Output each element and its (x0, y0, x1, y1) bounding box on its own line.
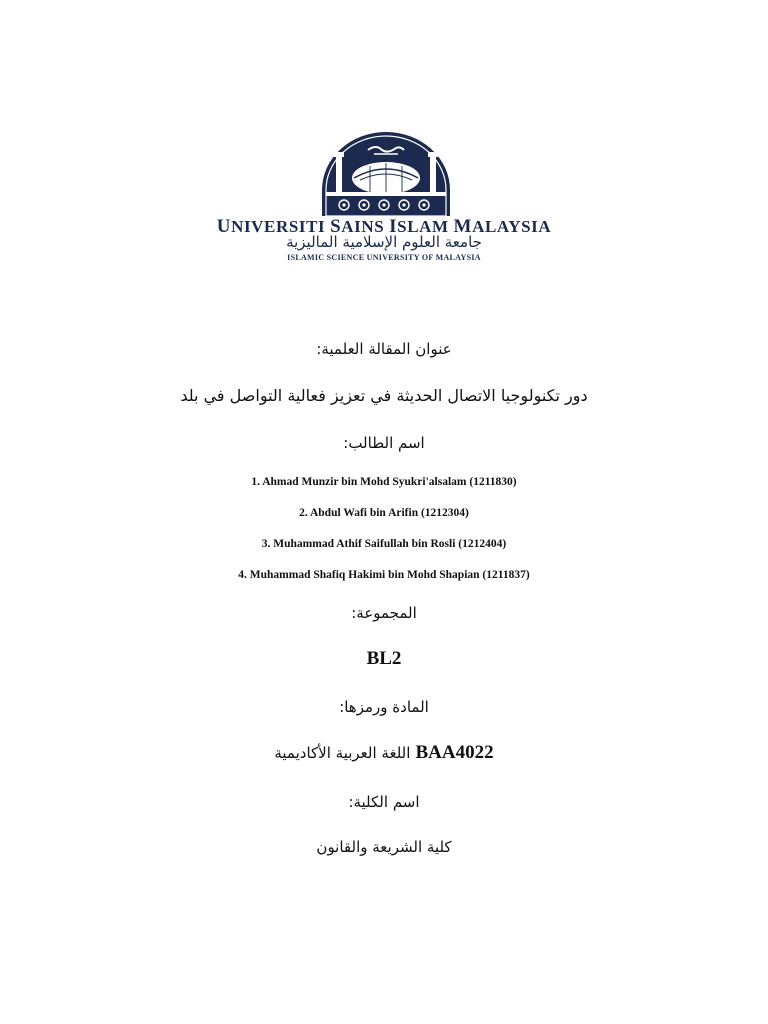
university-name-english: ISLAMIC SCIENCE UNIVERSITY OF MALAYSIA (287, 253, 481, 262)
logo-name-part: NIVERSITI (231, 217, 331, 236)
article-title-label: عنوان المقالة العلمية: (316, 340, 452, 358)
university-emblem-icon (320, 130, 452, 216)
faculty-name: كلية الشريعة والقانون (316, 838, 452, 856)
logo-name-part: S (330, 216, 342, 237)
course-info (0, 742, 768, 764)
article-title: دور تكنولوجيا الاتصال الحديثة في تعزيز فعالية التواصل في بلد (180, 386, 588, 405)
group-value: BL2 (366, 648, 402, 669)
student-member: 1. Ahmad Munzir bin Mohd Syukri'alsalam (1211830) (251, 476, 517, 488)
course-name: اللغة العربية الأكاديمية (274, 744, 411, 762)
university-name-arabic: جامعة العلوم الإسلامية الماليزية (286, 233, 482, 251)
logo-name-part: AINS (341, 217, 390, 236)
group-label: المجموعة: (351, 604, 417, 622)
logo-name-part: ALAYSIA (472, 217, 552, 236)
course-code: BAA4022 (415, 742, 494, 763)
logo-name-part: I (389, 216, 398, 237)
faculty-label: اسم الكلية: (348, 793, 420, 811)
logo-name-part: M (453, 216, 473, 237)
logo-name-part: SLAM (397, 217, 454, 236)
student-member: 3. Muhammad Athif Saifullah bin Rosli (1212404) (261, 538, 507, 550)
student-member: 4. Muhammad Shafiq Hakimi bin Mohd Shapian (1211837) (238, 569, 530, 581)
student-name-label: اسم الطالب: (343, 434, 425, 452)
logo-name-part: U (216, 216, 232, 237)
student-member: 2. Abdul Wafi bin Arifin (1212304) (299, 507, 469, 519)
course-label: المادة ورمزها: (339, 698, 429, 716)
